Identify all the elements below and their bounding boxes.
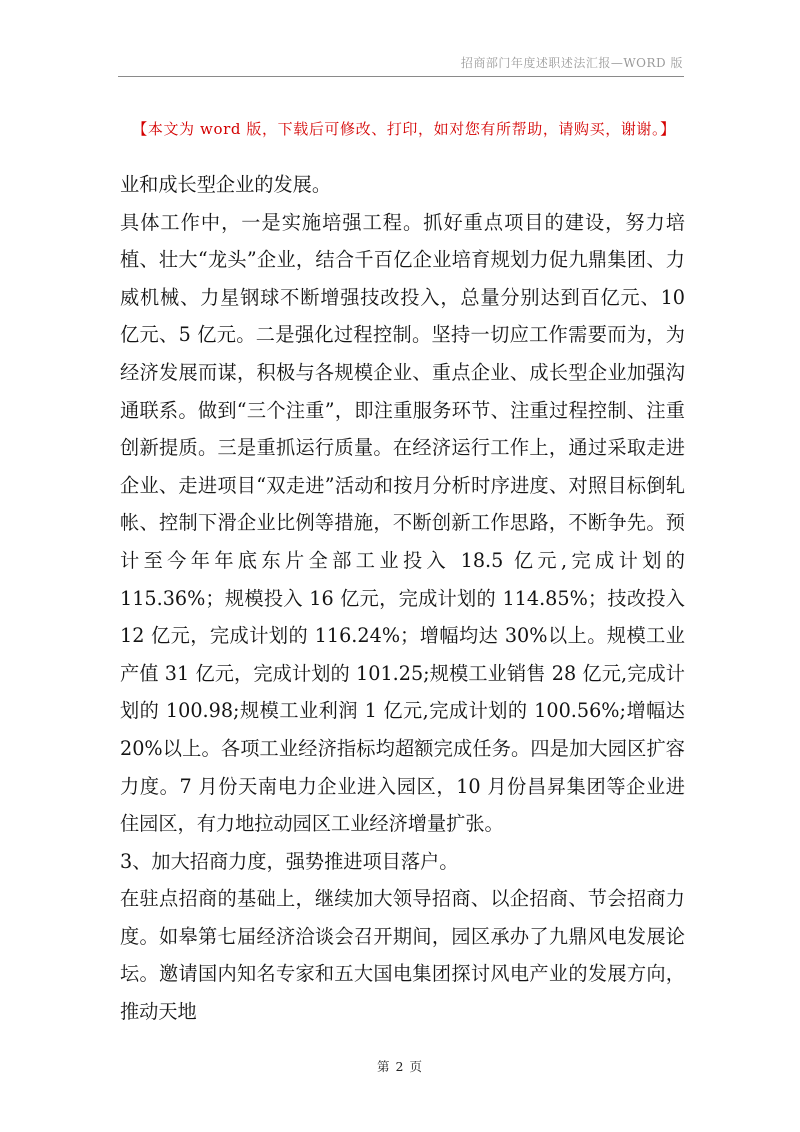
page-number: 第 2 页 bbox=[377, 1059, 423, 1074]
paragraph-investment: 在驻点招商的基础上，继续加大领导招商、以企招商、节会招商力度。如皋第七届经济洽谈会召开期间，园区承办了九鼎风电发展论坛。邀请国内知名专家和五大国电集团探讨风电产业的发展方向，推动天地 bbox=[120, 887, 685, 1024]
document-body bbox=[120, 166, 685, 1031]
section-heading-investment: 3、加大招商力度，强势推进项目落户。 bbox=[120, 849, 459, 873]
paragraph-work-details: 具体工作中，一是实施培强工程。抓好重点项目的建设，努力培植、壮大“龙头”企业，结合千百亿企业培育规划力促九鼎集团、力威机械、力星钢球不断增强技改投入，总量分别达到百亿元、10 亿元、5 亿元。二是强化过程控制。坚持一切应工作需要而为，为经济发展而谋，积极与各规模企业、重点企业、成长型企业加强沟通联系。做到“三个注重”，即注重服务环节、注重过程控制、注重创新提质。三是重抓运行质量。在经济运行工作上，通过采取走进企业、走进项目“双走进”活动和按月分析时序进度、对照目标倒轧帐、控制下滑企业比例等措施，不断创新工作思路，不断争先。预计至今年年底东片全部工业投入 18.5 亿元,完成计划的 115.36%；规模投入 16 亿元，完成计划的 114.85%；技改投入 12 亿元，完成计划的 116.24%；增幅均达 30%以上。规模工业产值 31 亿元，完成计划的 101.25;规模工业销售 28 亿元,完成计划的 100.98;规模工业利润 1 亿元,完成计划的 100.56%;增幅达 20%以上。各项工业经济指标均超额完成任务。四是加大园区扩容力度。7 月份天南电力企业进入园区，10 月份昌昇集团等企业进住园区，有力地拉动园区工业经济增量扩张。 bbox=[120, 210, 685, 836]
running-header: 招商部门年度述职述法汇报—WORD 版 bbox=[460, 56, 683, 70]
purchase-notice: 【本文为 word 版，下载后可修改、打印，如对您有所帮助，请购买，谢谢。】 bbox=[132, 120, 676, 138]
paragraph-continuation: 业和成长型企业的发展。 bbox=[120, 173, 332, 196]
header-divider bbox=[118, 76, 684, 77]
